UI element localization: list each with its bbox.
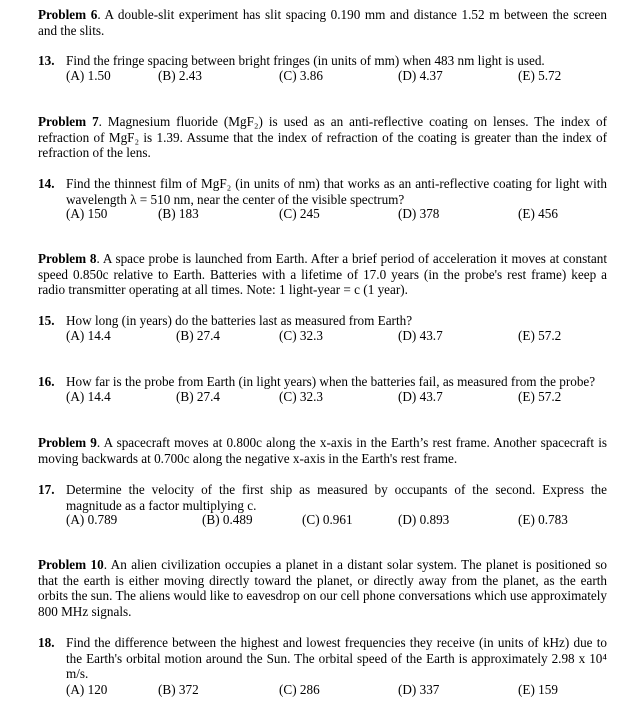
question-text: Find the thinnest film of MgF₂ (in units of nm) that works as an anti-reflective coating for light with wavelength λ = 510 nm, near the center of the visible spectrum? bbox=[66, 176, 607, 207]
option-c: (C) 3.86 bbox=[279, 68, 323, 83]
question-number: 17. bbox=[38, 482, 55, 497]
problem-text: . A spacecraft moves at 0.800c along the x-axis in the Earth’s rest frame. Another spacecraft is moving backwards at 0.700c along the negative x-axis in the Earth's rest frame. bbox=[38, 435, 607, 466]
problem-7-statement bbox=[38, 114, 607, 161]
option-a: (A) 120 bbox=[66, 682, 108, 697]
option-d: (D) 4.37 bbox=[398, 68, 443, 83]
option-e: (E) 159 bbox=[518, 682, 558, 697]
option-b: (B) 27.4 bbox=[176, 389, 220, 404]
problem-label: Problem 9 bbox=[38, 435, 97, 450]
problem-label: Problem 7 bbox=[38, 114, 99, 129]
question-text: Find the fringe spacing between bright fringes (in units of mm) when 483 nm light is used. bbox=[66, 53, 545, 68]
option-b: (B) 0.489 bbox=[202, 512, 253, 527]
question-text: Determine the velocity of the first ship as measured by occupants of the second. Express the magnitude as a factor multiplying c. bbox=[66, 482, 607, 513]
question-number: 15. bbox=[38, 313, 55, 328]
option-c: (C) 245 bbox=[279, 206, 320, 221]
problem-text: . A double-slit experiment has slit spacing 0.190 mm and distance 1.52 m between the screen and the slits. bbox=[38, 7, 607, 38]
option-b: (B) 183 bbox=[158, 206, 199, 221]
option-c: (C) 32.3 bbox=[279, 328, 323, 343]
problem-8-statement bbox=[38, 251, 607, 298]
option-e: (E) 57.2 bbox=[518, 389, 562, 404]
problem-text: . A space probe is launched from Earth. After a brief period of acceleration it moves at constant speed 0.850c relative to Earth. Batteries with a lifetime of 17.0 years (in the probe's rest frame) keep a radio transmitter operating at all times. Note: 1 light-year = c (1 year). bbox=[38, 251, 607, 297]
question-number: 13. bbox=[38, 53, 55, 68]
problem-label: Problem 10 bbox=[38, 557, 104, 572]
option-a: (A) 0.789 bbox=[66, 512, 118, 527]
option-e: (E) 57.2 bbox=[518, 328, 562, 343]
problem-10-statement bbox=[38, 557, 607, 619]
option-b: (B) 372 bbox=[158, 682, 199, 697]
question-number: 16. bbox=[38, 374, 55, 389]
option-c: (C) 0.961 bbox=[302, 512, 353, 527]
problem-label: Problem 8 bbox=[38, 251, 97, 266]
option-d: (D) 43.7 bbox=[398, 328, 443, 343]
option-e: (E) 0.783 bbox=[518, 512, 568, 527]
option-c: (C) 32.3 bbox=[279, 389, 323, 404]
problem-text: . Magnesium fluoride (MgF₂) is used as an anti-reflective coating on lenses. The index of refraction of MgF₂ is 1.39. Assume that the index of refraction of the coating is greater than the index of refraction of the lens. bbox=[38, 114, 607, 160]
option-d: (D) 378 bbox=[398, 206, 440, 221]
option-a: (A) 1.50 bbox=[66, 68, 111, 83]
question-text: Find the difference between the highest and lowest frequencies they receive (in units of kHz) due to the Earth's orbital motion around the Sun. The orbital speed of the Earth is approximately 2.98 x 10⁴ m/s. bbox=[66, 635, 607, 681]
problem-6-statement bbox=[38, 7, 607, 38]
problem-9-statement bbox=[38, 435, 607, 466]
option-a: (A) 14.4 bbox=[66, 389, 111, 404]
option-e: (E) 5.72 bbox=[518, 68, 562, 83]
question-text: How long (in years) do the batteries last as measured from Earth? bbox=[66, 313, 413, 328]
problem-text: . An alien civilization occupies a planet in a distant solar system. The planet is positioned so that the earth is either moving directly toward the planet, or directly away from the planet, as the earth orbits the sun. The aliens would like to eavesdrop on our cell phone conversations which use approximately 800 MHz signals. bbox=[38, 557, 607, 619]
option-d: (D) 337 bbox=[398, 682, 440, 697]
problem-label: Problem 6 bbox=[38, 7, 98, 22]
question-text: How far is the probe from Earth (in light years) when the batteries fail, as measured from the probe? bbox=[66, 374, 596, 389]
question-number: 18. bbox=[38, 635, 55, 650]
option-d: (D) 43.7 bbox=[398, 389, 443, 404]
question-number: 14. bbox=[38, 176, 55, 191]
option-a: (A) 14.4 bbox=[66, 328, 111, 343]
option-c: (C) 286 bbox=[279, 682, 320, 697]
option-b: (B) 2.43 bbox=[158, 68, 202, 83]
option-b: (B) 27.4 bbox=[176, 328, 220, 343]
option-e: (E) 456 bbox=[518, 206, 558, 221]
option-a: (A) 150 bbox=[66, 206, 108, 221]
option-d: (D) 0.893 bbox=[398, 512, 450, 527]
